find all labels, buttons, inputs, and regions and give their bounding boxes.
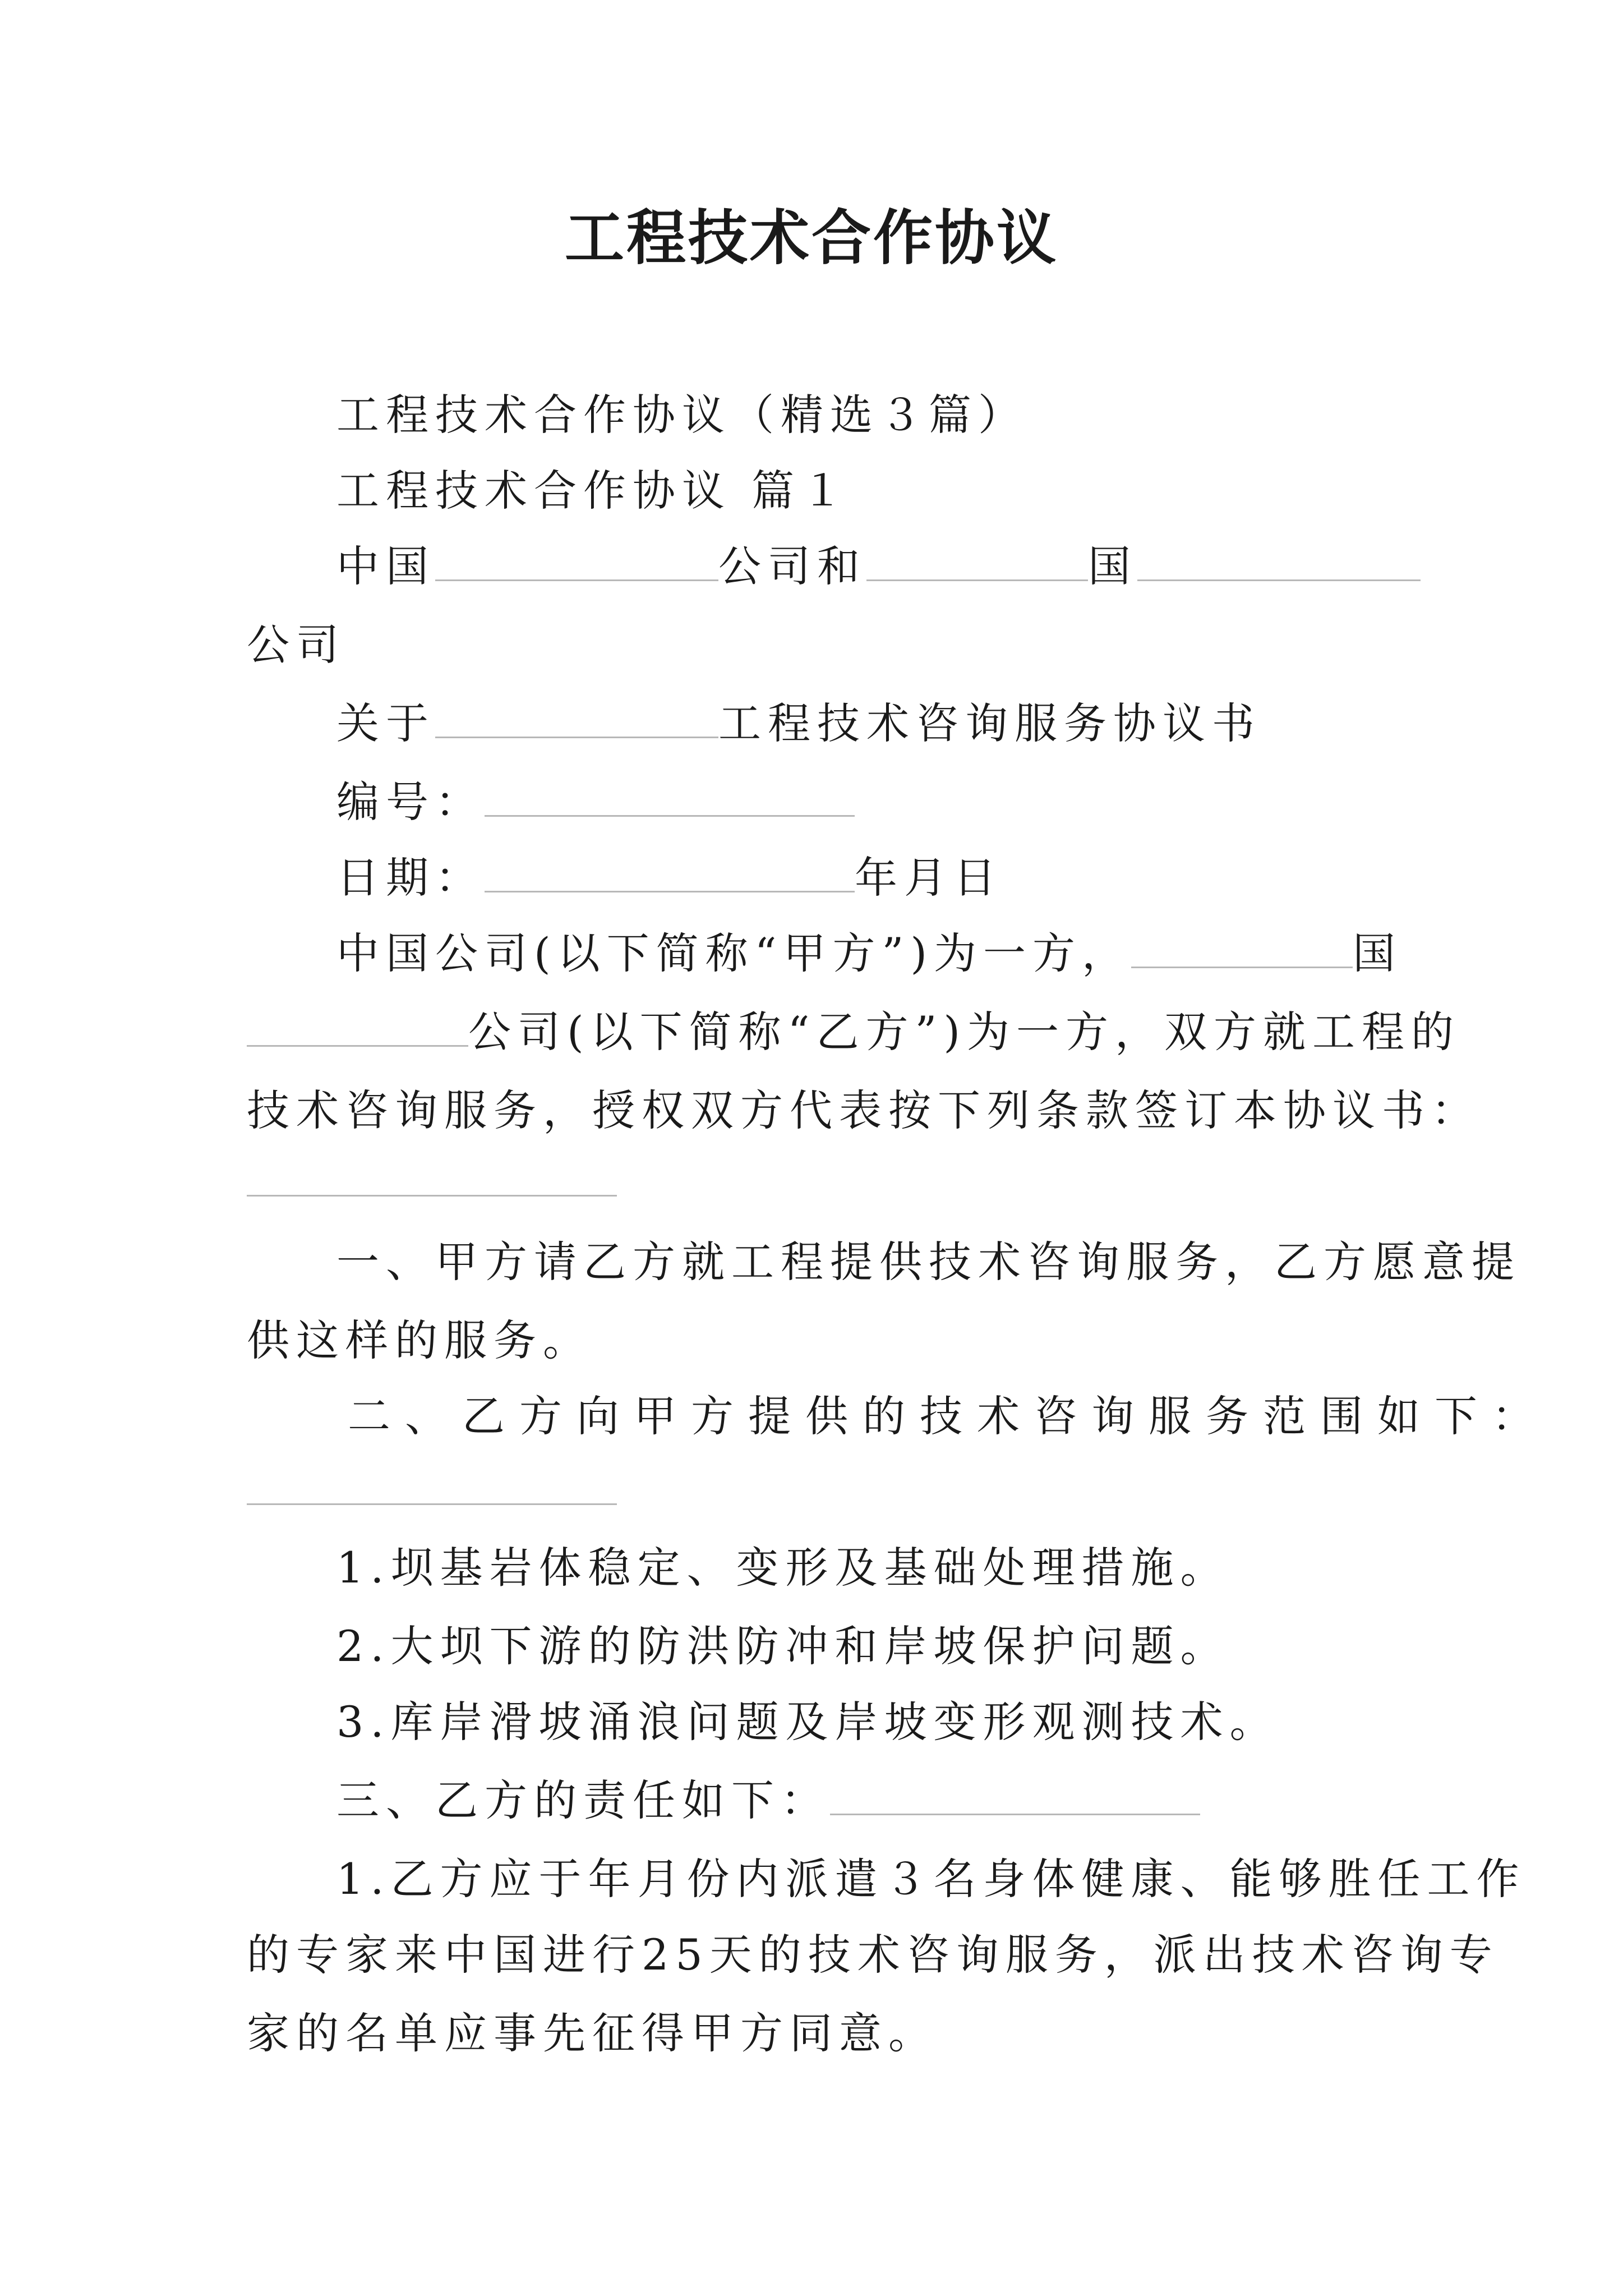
intro-line-1 — [336, 926, 1402, 982]
blank-country — [866, 540, 1088, 581]
blank-clause3 — [830, 1774, 1200, 1815]
clause2-item-3: 3.库岸滑坡涌浪问题及岸坡变形观测技术。 — [336, 1697, 1279, 1747]
parties-line-company: 公司 — [247, 620, 345, 670]
subtitle: 工程技术合作协议（精选３篇） — [336, 390, 1027, 440]
blank-rule-1 — [247, 1195, 617, 1197]
clause2-item-1: 1.坝基岩体稳定、变形及基础处理措施。 — [336, 1543, 1230, 1593]
clause3-heading-line — [336, 1773, 1200, 1829]
parties-country: 国 — [1088, 541, 1137, 591]
clause1-line-2: 供这样的服务。 — [247, 1315, 592, 1365]
blank-rule-2 — [247, 1503, 617, 1505]
clause3-heading: 三、乙方的责任如下： — [336, 1775, 830, 1825]
blank-date — [485, 852, 855, 892]
section-heading: 工程技术合作协议 篇１ — [336, 466, 851, 516]
intro-line-3: 技术咨询服务，授权双方代表按下列条款签订本协议书： — [247, 1085, 1481, 1135]
clause3-item1-line-3: 家的名单应事先征得甲方同意。 — [247, 2008, 938, 2058]
blank-intro-country — [1131, 927, 1353, 968]
parties-line — [336, 539, 1421, 595]
clause2-item-2: 2.大坝下游的防洪防冲和岸坡保护问题。 — [336, 1621, 1230, 1671]
blank-foreign-company — [1137, 540, 1421, 581]
date-label: 日期： — [336, 853, 485, 903]
about-prefix: 关于 — [336, 698, 435, 748]
clause2-heading: 二、乙方向甲方提供的技术咨询服务范围如下： — [348, 1391, 1549, 1441]
about-line — [336, 696, 1261, 752]
about-suffix: 工程技术咨询服务协议书 — [718, 698, 1261, 748]
document-title: 工程技术合作协议 — [565, 204, 1058, 273]
intro-text-1: 中国公司(以下简称“甲方”)为一方， — [336, 928, 1132, 978]
parties-company-and: 公司和 — [718, 541, 866, 591]
blank-project — [435, 697, 718, 738]
clause3-item1-line-1: 1.乙方应于年月份内派遣３名身体健康、能够胜任工作 — [336, 1854, 1526, 1904]
date-line — [336, 850, 1003, 906]
number-label: 编号： — [336, 777, 485, 827]
date-suffix: 年月日 — [855, 853, 1003, 903]
intro-line-2 — [247, 1004, 1460, 1060]
blank-china-company — [435, 540, 718, 581]
blank-number — [485, 776, 855, 817]
intro-text-2: 公司(以下简称“乙方”)为一方，双方就工程的 — [468, 1007, 1461, 1057]
number-line — [336, 774, 855, 830]
parties-china: 中国 — [336, 541, 435, 591]
clause3-item1-line-2: 的专家来中国进行25天的技术咨询服务，派出技术咨询专 — [247, 1930, 1499, 1980]
intro-country: 国 — [1353, 928, 1403, 978]
clause1-line-1: 一、甲方请乙方就工程提供技术咨询服务，乙方愿意提 — [336, 1237, 1521, 1287]
blank-intro-company — [247, 1006, 468, 1047]
